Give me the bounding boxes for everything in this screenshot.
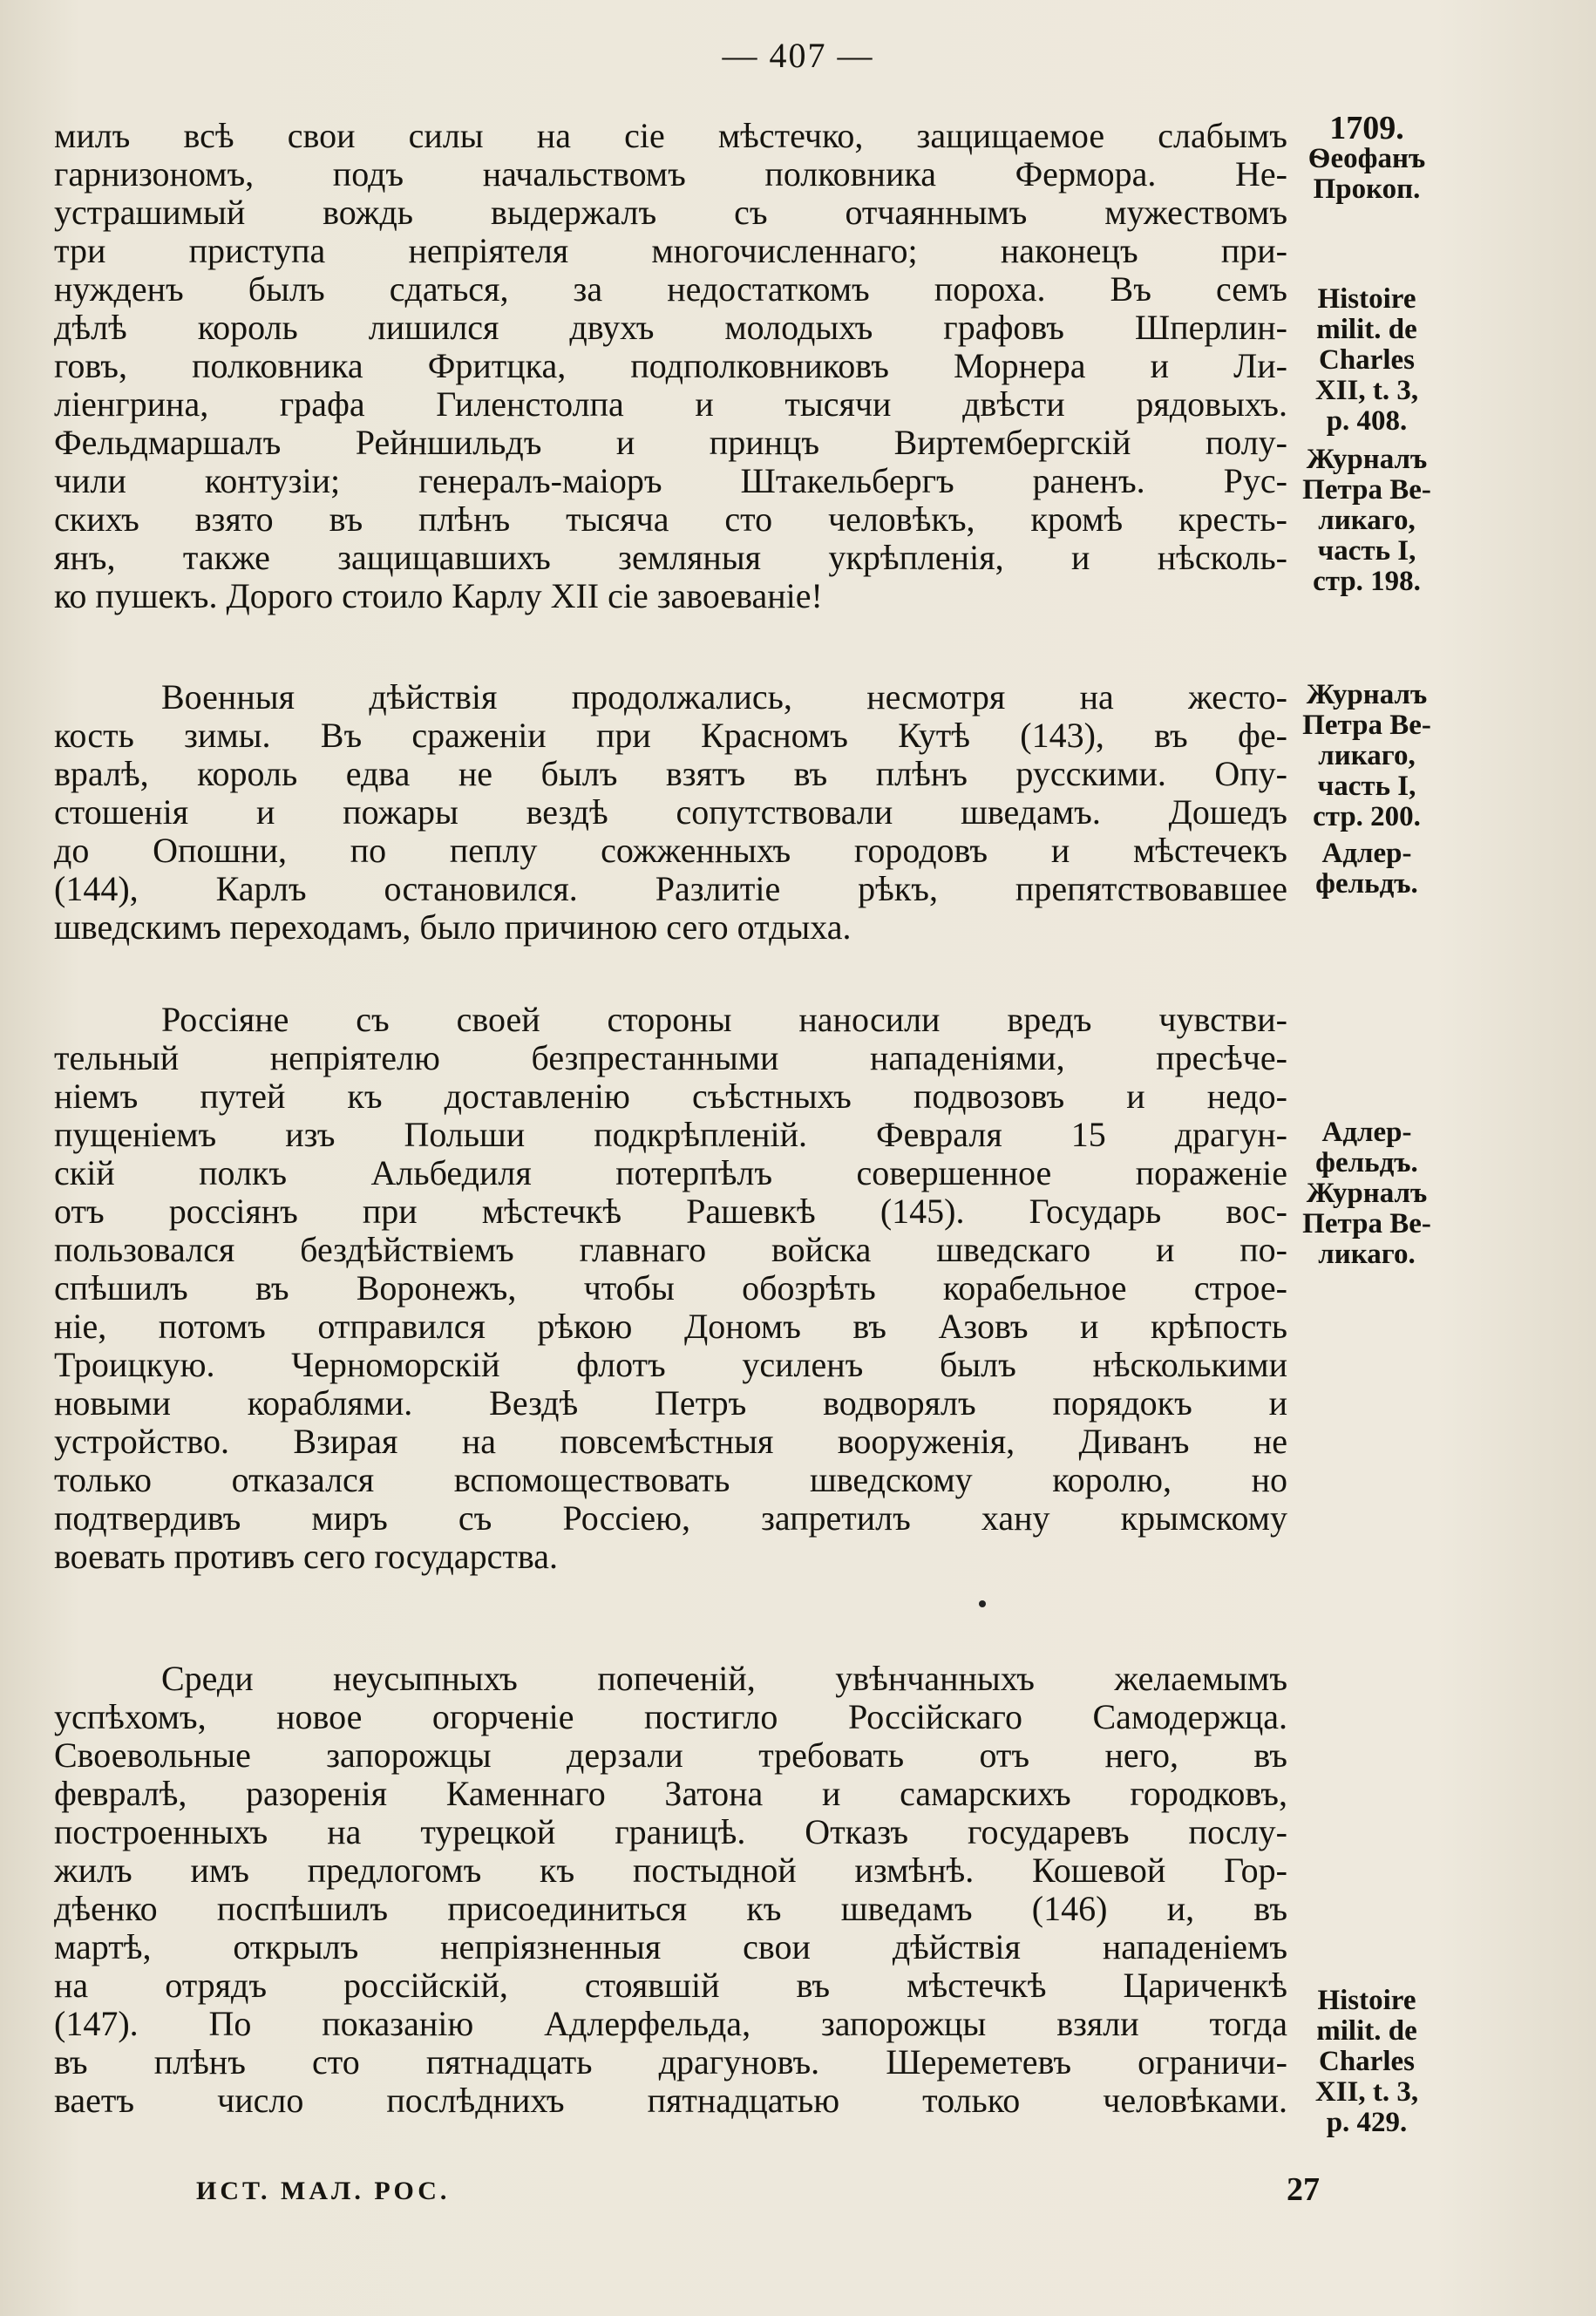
text-line: нужденъ былъ сдаться, за недостаткомъ пороха. Въ семъ (54, 269, 1287, 309)
page-number: — 407 — (722, 36, 874, 75)
text-line: Своевольные запорожцы дерзали требовать отъ него, въ (54, 1735, 1287, 1775)
text-line: стошенія и пожары вездѣ сопутствовали шведамъ. Дошедъ (54, 792, 1287, 832)
margin-line: XII, t. 3, (1314, 2076, 1419, 2108)
margin-line: Петра Ве- (1302, 474, 1431, 506)
text-line: до Опошни, по пеплу сожженныхъ городовъ и мѣстечекъ (54, 831, 1287, 870)
text-line: построенныхъ на турецкой границѣ. Отказъ государевъ послу- (54, 1812, 1287, 1851)
margin-line: ликаго, (1318, 505, 1416, 536)
text-line: пользовался бездѣйствіемъ главнаго войска шведскаго и по- (54, 1230, 1287, 1269)
text-line: спѣшилъ въ Воронежъ, чтобы обозрѣть корабельное строе- (54, 1268, 1287, 1307)
margin-line: Петра Ве- (1302, 1208, 1431, 1240)
text-line: янъ, также защищавшихъ земляныя укрѣпленія, и нѣсколь- (54, 538, 1287, 577)
text-line: только отказался вспомоществовать шведскому королю, но (54, 1460, 1287, 1499)
margin-line: Charles (1319, 2046, 1415, 2077)
text-line: шведскимъ переходамъ, было причиною сего отдыха. (54, 907, 852, 947)
text-line: февралѣ, разоренія Каменнаго Затона и самарскихъ городковъ, (54, 1774, 1287, 1813)
margin-line: ликаго, (1318, 740, 1416, 771)
text-line: успѣхомъ, новое огорченіе постигло Россійскаго Самодержца. (54, 1697, 1287, 1736)
text-line: ніе, потомъ отправился рѣкою Дономъ въ Азовъ и крѣпость (54, 1307, 1287, 1346)
text-line: мартѣ, открылъ непріязненныя свои дѣйствія нападеніемъ (54, 1927, 1287, 1966)
text-line: новыми кораблями. Вездѣ Петръ водворялъ порядокъ и (54, 1383, 1287, 1423)
margin-note (1280, 1986, 1454, 2138)
margin-line: Histoire (1317, 283, 1416, 315)
text-line: воевать противъ сего государства. (54, 1537, 558, 1576)
margin-note (1280, 110, 1454, 205)
text-line: ліенгрина, графа Гиленстолпа и тысячи двѣсти рядовыхъ. (54, 384, 1287, 424)
margin-line: p. 429. (1326, 2107, 1408, 2138)
margin-line: стр. 200. (1313, 801, 1421, 832)
margin-note (1280, 445, 1454, 597)
margin-line: Адлер- (1321, 838, 1412, 869)
margin-note (1280, 839, 1454, 900)
margin-note (1280, 1117, 1454, 1270)
text-line: кость зимы. Въ сраженіи при Красномъ Кутѣ (143), въ фе- (54, 716, 1287, 755)
text-line: дѣлѣ король лишился двухъ молодыхъ графовъ Шперлин- (54, 308, 1287, 347)
text-line: Военныя дѣйствія продолжались, несмотря на жесто- (161, 677, 1287, 717)
margin-line: Журналъ (1306, 444, 1428, 475)
text-line: отъ россіянъ при мѣстечкѣ Рашевкѣ (145). Государь вос- (54, 1192, 1287, 1231)
paragraph-2 (54, 678, 1287, 947)
margin-line: фельдъ. (1315, 868, 1418, 900)
margin-line: Прокоп. (1313, 173, 1421, 205)
text-line: скихъ взято въ плѣнъ тысяча сто человѣкъ, кромѣ кресть- (54, 499, 1287, 539)
text-line: тельный непріятелю безпрестанными нападеніями, пресѣче- (54, 1038, 1287, 1077)
margin-line: Ѳеофанъ (1307, 143, 1426, 174)
text-line: (147). По показанію Адлерфельда, запорожцы взяли тогда (54, 2004, 1287, 2043)
ink-dot (979, 1600, 986, 1607)
margin-line: фельдъ. (1315, 1147, 1418, 1178)
margin-year: 1709. (1329, 110, 1404, 146)
paragraph-1 (54, 117, 1287, 615)
signature-mark: ИСТ. МАЛ. РОС. (196, 2177, 451, 2205)
margin-line: Charles (1319, 344, 1415, 376)
margin-line: часть I, (1317, 771, 1416, 802)
text-line: вралѣ, король едва не былъ взятъ въ плѣнъ русскими. Опу- (54, 754, 1287, 793)
text-line: Троицкую. Черноморскій флотъ усиленъ былъ нѣсколькими (54, 1345, 1287, 1384)
margin-note (1280, 284, 1454, 437)
text-line: чили контузіи; генералъ-маіоръ Штакельбергъ раненъ. Рус- (54, 461, 1287, 500)
text-line: ваетъ число послѣднихъ пятнадцатью только человѣками. (54, 2081, 1287, 2120)
margin-note (1280, 680, 1454, 832)
text-line: гарнизономъ, подъ начальствомъ полковника Фермора. Не- (54, 154, 1287, 194)
margin-line: p. 408. (1326, 405, 1408, 437)
text-line: говъ, полковника Фритцка, подполковниковъ Морнера и Ли- (54, 346, 1287, 385)
text-line: на отрядъ россійскій, стоявшій въ мѣстечкѣ Цариченкѣ (54, 1966, 1287, 2005)
margin-line: ликаго. (1318, 1239, 1416, 1270)
text-line: пущеніемъ изъ Польши подкрѣпленій. Февраля 15 драгун- (54, 1115, 1287, 1154)
text-line: Россіяне съ своей стороны наносили вредъ чувстви- (161, 1000, 1287, 1039)
paragraph-4 (54, 1660, 1287, 2120)
text-line: милъ всѣ свои силы на сіе мѣстечко, защищаемое слабымъ (54, 116, 1287, 155)
sheet-number: 27 (1287, 2171, 1320, 2208)
margin-line: milit. de (1316, 2015, 1417, 2047)
text-line: ніемъ путей къ доставленію съѣстныхъ подвозовъ и недо- (54, 1076, 1287, 1116)
text-line: Среди неусыпныхъ попеченій, увѣнчанныхъ желаемымъ (161, 1659, 1287, 1698)
margin-line: milit. de (1316, 314, 1417, 345)
text-line: (144), Карлъ остановился. Разлитіе рѣкъ, препятствовавшее (54, 869, 1287, 908)
text-line: дѣенко поспѣшилъ присоединиться къ шведамъ (146) и, въ (54, 1889, 1287, 1928)
text-line: въ плѣнъ сто пятнадцать драгуновъ. Шереметевъ ограничи- (54, 2042, 1287, 2082)
margin-line: Журналъ (1306, 1178, 1428, 1209)
paragraph-3 (54, 1001, 1287, 1576)
text-line: устройство. Взирая на повсемѣстныя вооруженія, Диванъ не (54, 1422, 1287, 1461)
margin-line: Адлер- (1321, 1117, 1412, 1148)
text-line: скій полкъ Альбедиля потерпѣлъ совершенное пораженіе (54, 1153, 1287, 1192)
text-line: устрашимый вождь выдержалъ съ отчаяннымъ мужествомъ (54, 193, 1287, 232)
text-line: жилъ имъ предлогомъ къ постыдной измѣнѣ. Кошевой Гор- (54, 1851, 1287, 1890)
margin-line: XII, t. 3, (1314, 375, 1419, 406)
text-line: три приступа непріятеля многочисленнаго; наконецъ при- (54, 231, 1287, 270)
margin-line: стр. 198. (1313, 566, 1421, 597)
margin-line: часть I, (1317, 535, 1416, 567)
text-line: Фельдмаршалъ Рейншильдъ и принцъ Виртембергскій полу- (54, 423, 1287, 462)
text-line: ко пушекъ. Дорого стоило Карлу XII сіе завоеваніе! (54, 576, 823, 615)
margin-line: Петра Ве- (1302, 710, 1431, 741)
text-line: подтвердивъ миръ съ Россіею, запретилъ хану крымскому (54, 1498, 1287, 1538)
margin-line: Histoire (1317, 1985, 1416, 2016)
margin-line: Журналъ (1306, 679, 1428, 710)
